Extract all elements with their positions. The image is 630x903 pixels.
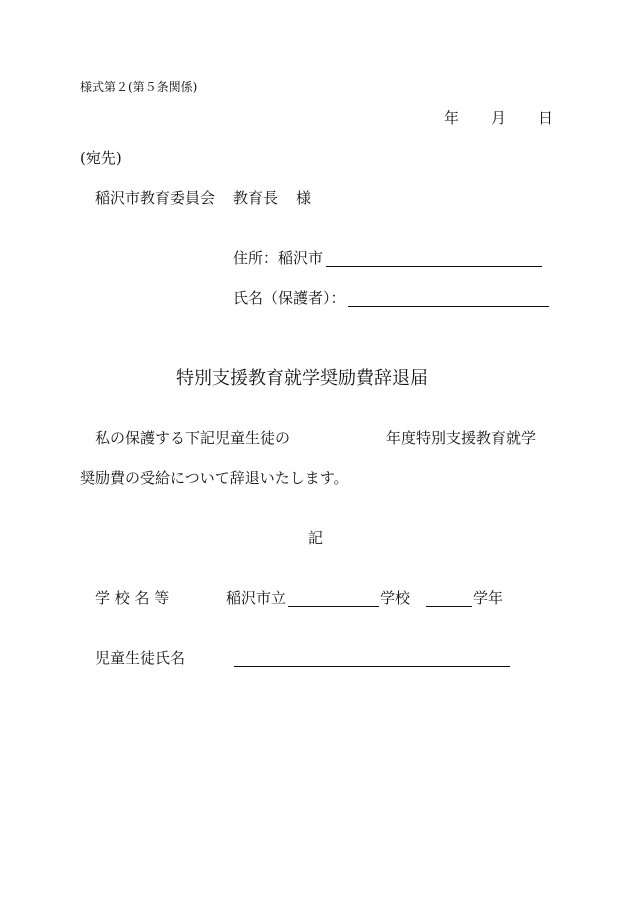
guardian-name-field[interactable] xyxy=(348,306,549,307)
body-line1-part1: 私の保護する下記児童生徒の xyxy=(95,429,291,447)
school-name-field[interactable] xyxy=(288,606,379,607)
addressee-position: 教育長 xyxy=(233,189,279,207)
grade-suffix: 学年 xyxy=(473,589,504,607)
document-title: 特別支援教育就学奨励費辞退届 xyxy=(176,368,428,389)
school-city-prefix: 稲沢市立 xyxy=(226,589,287,607)
form-number: 様式第２(第５条関係) xyxy=(80,80,198,94)
guardian-name-label: 氏名（保護者）： xyxy=(233,289,346,307)
body-line1-part2: 年度特別支援教育就学 xyxy=(386,429,537,447)
addressee-organization: 稲沢市教育委員会 xyxy=(95,189,216,207)
addressee-honorific: 様 xyxy=(296,189,312,207)
date-month-label: 月 xyxy=(491,109,507,127)
school-suffix: 学校 xyxy=(380,589,411,607)
address-field[interactable] xyxy=(326,266,542,267)
grade-field[interactable] xyxy=(426,606,472,607)
date-year-label: 年 xyxy=(444,109,460,127)
address-label: 住所：稲沢市 xyxy=(233,249,324,267)
student-name-label: 児童生徒氏名 xyxy=(95,649,186,667)
school-label: 学 校 名 等 xyxy=(95,589,170,607)
addressee-heading: (宛先) xyxy=(80,149,122,167)
student-name-field[interactable] xyxy=(234,666,510,667)
body-line2: 奨励費の受給について辞退いたします。 xyxy=(80,469,349,487)
date-day-label: 日 xyxy=(538,109,554,127)
ki-heading: 記 xyxy=(308,529,324,547)
